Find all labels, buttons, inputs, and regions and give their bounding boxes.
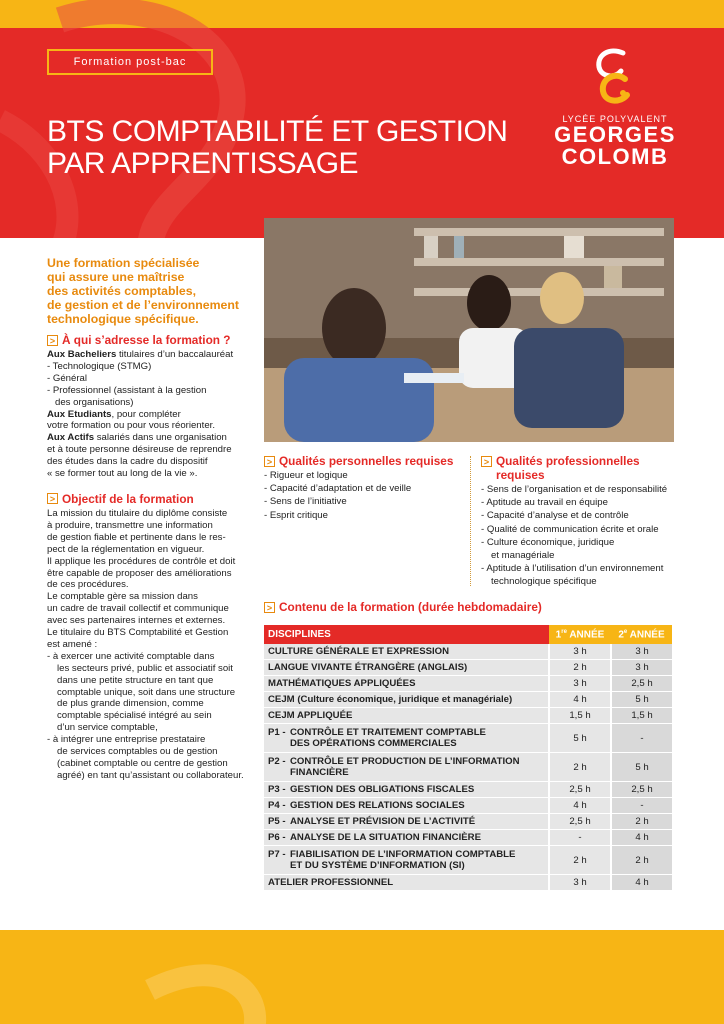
objective-line: Il applique les procédures de contrôle et doit [47,555,236,567]
professional-qualities [481,454,676,589]
year-2-hours: - [611,724,672,753]
table-row [264,782,672,798]
objective-line: avec ses partenaires internes et externes. [47,615,226,627]
discipline-name [268,877,393,888]
year-suffix: e [623,628,628,635]
objective-line: Le titulaire du BTS Comptabilité et Gestion [47,627,229,639]
audience-bacheliers [47,349,245,361]
table-header-row [264,625,672,644]
discipline-line: GESTION DES OBLIGATIONS FISCALES [290,784,475,795]
table-row [264,798,672,814]
discipline-cell [264,830,549,846]
table-row [264,692,672,708]
body-line: « se former tout au long de la vie ». [47,468,198,480]
personal-qualities [264,454,464,522]
body-line: des études dans la cadre du dispositif [47,456,208,468]
header-year-1 [549,625,611,644]
discipline-name [290,756,520,778]
arrow-icon: > [47,335,58,346]
school-logo [540,45,690,168]
discipline-cell [264,676,549,692]
discipline-code: P6 - [268,832,286,843]
year-1-hours: 3 h [549,644,611,660]
year-2-hours: 5 h [611,753,672,782]
bac-item: - Technologique (STMG) [47,360,152,372]
discipline-line: CEJM APPLIQUÉE [268,710,353,721]
objective-bullet-line: agréé) en tant qu’assistant ou collaborateur. [57,769,244,781]
quality-item: - Esprit critique [264,509,328,521]
objective-line: de ces procédures. [47,579,129,591]
quality-item: - Sens de l’initiative [264,496,347,508]
discipline-cell [264,798,549,814]
year-1-hours: 3 h [549,875,611,891]
discipline-name [268,662,467,673]
discipline-cell [264,708,549,724]
year-1-hours: 3 h [549,676,611,692]
discipline-name [290,800,465,811]
discipline-line: DES OPÉRATIONS COMMERCIALES [290,738,457,749]
objective-line: un cadre de travail collectif et communique [47,603,229,615]
bac-item: - Général [47,372,87,384]
discipline-cell [264,753,549,782]
disciplines-table [264,625,672,891]
discipline-line: ANALYSE ET PRÉVISION DE L’ACTIVITÉ [290,816,476,827]
discipline-code: P4 - [268,800,286,811]
objective-bullet-line: comptable spécialisé intégré au sein [57,710,212,722]
objective-title-text: Objectif de la formation [62,491,194,506]
discipline-cell [264,724,549,753]
content-title [264,600,542,614]
table-row [264,724,672,753]
objective-bullet-line: de plus grande dimension, comme [57,698,204,710]
discipline-line: MATHÉMATIQUES APPLIQUÉES [268,678,416,689]
bold-label: Aux Bacheliers [47,349,117,360]
year-2-hours: 5 h [611,692,672,708]
quality-item: - Sens de l’organisation et de responsabilité [481,484,668,495]
students-photo [264,218,674,442]
bac-item: des organisations) [55,396,134,408]
body-line: et à toute personne désireuse de reprendre [47,444,232,456]
footer-band [0,930,724,1024]
year-1-hours: 2,5 h [549,814,611,830]
year-2-hours: 3 h [611,660,672,676]
discipline-cell [264,782,549,798]
page-title [47,116,547,180]
gc-monogram-icon [585,45,645,105]
objective-line: être capable de proposer des améliorations [47,567,232,579]
year-suffix: re [561,628,567,635]
table-row [264,830,672,846]
year-2-hours: 4 h [611,830,672,846]
decorative-swirl [0,930,724,1024]
year-1-hours: 5 h [549,724,611,753]
audience-etudiants [47,409,245,421]
quality-item: - Capacité d’analyse et de contrôle [481,510,629,522]
discipline-code: P5 - [268,816,286,827]
discipline-cell [264,692,549,708]
discipline-cell [264,814,549,830]
body-text: titulaires d’un baccalauréat [116,349,234,360]
discipline-name [290,849,515,871]
objective-line: de gestion fiable et pertinente dans le res- [47,531,226,543]
discipline-line: FINANCIÈRE [290,767,349,778]
intro-line: de gestion et de l’environnement [47,298,240,312]
year-1-hours: 2 h [549,753,611,782]
bold-label: Aux Actifs [47,432,95,444]
intro-line: des activités comptables, [47,284,196,298]
objective-bullet-line: d’un service comptable, [57,722,158,734]
table-row [264,753,672,782]
objective-bullet-line: dans une petite structure en tant que [57,674,214,686]
year-1-hours: 2 h [549,660,611,676]
year-1-hours: 1,5 h [549,708,611,724]
discipline-name [268,710,352,721]
discipline-code: P3 - [268,784,286,795]
discipline-name [290,816,475,827]
professional-qualities-title [481,454,676,482]
objective-bullet-line: de services comptables ou de gestion [57,746,218,758]
bac-item: - Professionnel (assistant à la gestion [47,384,207,396]
quality-item: - Culture économique, juridique [481,536,615,548]
discipline-line: ATELIER PROFESSIONNEL [268,877,394,888]
year-2-hours: 3 h [611,644,672,660]
discipline-line: CONTRÔLE ET PRODUCTION DE L’INFORMATION [290,756,520,767]
audience-actifs [47,432,245,444]
discipline-line: GESTION DES RELATIONS SOCIALES [290,800,465,811]
discipline-line: CONTRÔLE ET TRAITEMENT COMPTABLE [290,727,486,738]
discipline-name [290,727,486,749]
discipline-code: P2 - [268,756,286,767]
year-1-hours: - [549,830,611,846]
discipline-cell [264,875,549,891]
header-disciplines: DISCIPLINES [264,625,549,644]
title-line: Qualités professionnelles [496,454,640,468]
intro-line: qui assure une maîtrise [47,270,185,284]
year-2-hours: 2,5 h [611,782,672,798]
year-1-hours: 2,5 h [549,782,611,798]
table-row [264,846,672,875]
year-label: ANNÉE [627,629,665,641]
objective-bullet-line: comptable unique, soit dans une structure [57,686,236,698]
year-1-hours: 2 h [549,846,611,875]
quality-item: - Aptitude au travail en équipe [481,497,608,509]
column-divider [470,456,472,586]
title-line-2: PAR APPRENTISSAGE [47,147,359,180]
table-row [264,660,672,676]
quality-item: - Qualité de communication écrite et orale [481,523,659,535]
arrow-icon: > [481,456,492,467]
objective-bullet-line: les secteurs privé, public et associatif soit [57,662,233,674]
table-row [264,708,672,724]
discipline-line: ANALYSE DE LA SITUATION FINANCIÈRE [290,832,481,843]
audience-title-text: À qui s’adresse la formation ? [62,333,231,347]
objective-title [47,492,245,506]
year-1-hours: 4 h [549,692,611,708]
year-number: 1 [555,629,562,641]
quality-item: technologique spécifique [491,576,597,588]
objective-bullet-line: - à intégrer une entreprise prestataire [47,734,206,746]
objective-bullet-line: (cabinet comptable ou centre de gestion [57,758,228,769]
quality-item: - Capacité d’adaptation et de veille [264,483,412,495]
year-2-hours: 1,5 h [611,708,672,724]
header-year-2 [611,625,672,644]
year-2-hours: - [611,798,672,814]
personal-qualities-title [264,454,464,468]
discipline-line: FIABILISATION DE L’INFORMATION COMPTABLE [290,849,516,860]
year-label: ANNÉE [566,629,605,641]
discipline-name [268,694,512,705]
table-row [264,875,672,891]
discipline-line: CEJM (Culture économique, juridique et managériale) [268,694,513,705]
discipline-name [290,832,481,843]
audience-title [47,333,245,347]
discipline-line: CULTURE GÉNÉRALE ET EXPRESSION [268,646,450,657]
objective-line: pect de la réglementation en vigueur. [47,543,205,555]
objective-bullet-line: - à exercer une activité comptable dans [47,650,215,662]
quality-item: - Aptitude à l’utilisation d’un environnement [481,563,664,575]
bold-label: Aux Etudiants [47,408,112,420]
objective-line: Le comptable gère sa mission dans [47,591,198,603]
arrow-icon: > [47,493,58,504]
objective-line: à produire, transmettre une information [47,519,213,531]
personal-qualities-title-text: Qualités personnelles requises [279,454,454,468]
year-2-hours: 2,5 h [611,676,672,692]
title-line-1: BTS COMPTABILITÉ ET GESTION [47,115,508,148]
discipline-cell [264,660,549,676]
year-number: 2 [618,629,624,641]
intro-line: technologique spécifique. [47,312,199,326]
logo-name-line-2: COLOMB [561,144,669,169]
arrow-icon: > [264,602,275,613]
year-1-hours: 4 h [549,798,611,814]
year-2-hours: 2 h [611,846,672,875]
body-text: salariés dans une organisation [94,432,227,444]
objective-line: La mission du titulaire du diplôme consiste [47,507,228,519]
logo-subtitle: LYCÉE POLYVALENT [562,114,668,124]
discipline-line: LANGUE VIVANTE ÉTRANGÈRE (ANGLAIS) [268,662,468,673]
content-title-text: Contenu de la formation (durée hebdomadaire) [279,600,542,614]
discipline-code: P7 - [268,849,286,860]
title-line: requises [496,468,545,482]
intro-line: Une formation spécialisée [47,256,200,270]
quality-item: et managériale [491,550,555,562]
intro-text [47,256,245,326]
discipline-cell [264,846,549,875]
body-line: votre formation ou pour vous réorienter. [47,420,215,432]
arrow-icon: > [264,456,275,467]
year-2-hours: 4 h [611,875,672,891]
formation-tag: Formation post-bac [47,49,213,75]
discipline-name [268,646,449,657]
left-column [47,256,245,782]
discipline-code: P1 - [268,727,286,738]
body-text: , pour compléter [111,408,181,420]
logo-name-line-1: GEORGES [554,122,676,147]
discipline-line: ET DU SYSTÈME D’INFORMATION (SI) [290,860,465,871]
table-row [264,644,672,660]
table-row [264,676,672,692]
discipline-cell [264,644,549,660]
discipline-name [290,784,474,795]
discipline-name [268,678,415,689]
professional-qualities-title-text [496,454,640,482]
table-row [264,814,672,830]
objective-line: est amené : [47,638,98,650]
year-2-hours: 2 h [611,814,672,830]
quality-item: - Rigueur et logique [264,470,348,481]
